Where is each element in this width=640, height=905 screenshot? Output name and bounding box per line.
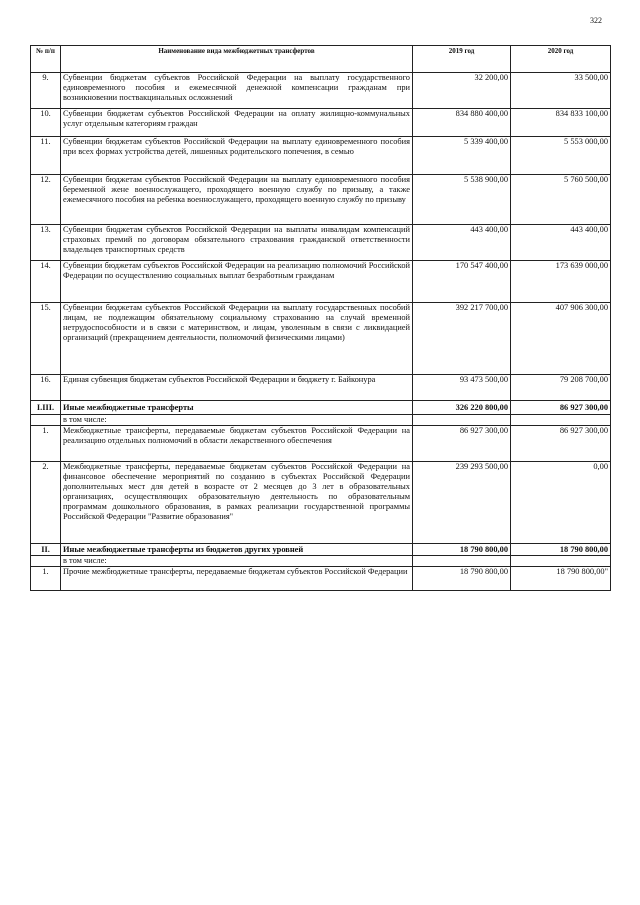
row-name: Субвенции бюджетам субъектов Российской Федерации на выплату единовременного пособия при всех формах устройства детей, лишенных родительского попечения, в семью (61, 137, 413, 175)
table-row (31, 375, 611, 401)
row-number: 9. (31, 73, 61, 109)
row-amount-2020: 18 790 800,00" (511, 567, 611, 591)
header-2020: 2020 год (511, 46, 611, 73)
row-amount-2019: 86 927 300,00 (413, 426, 511, 462)
row-name: Прочие межбюджетные трансферты, передаваемые бюджетам субъектов Российской Федерации (61, 567, 413, 591)
row-number (31, 556, 61, 567)
page-number: 322 (590, 16, 602, 25)
row-amount-2020: 18 790 800,00 (511, 544, 611, 556)
header-2019: 2019 год (413, 46, 511, 73)
row-number: II. (31, 544, 61, 556)
row-name: Иные межбюджетные трансферты из бюджетов других уровней (61, 544, 413, 556)
table-header-row (31, 46, 611, 73)
row-amount-2020 (511, 556, 611, 567)
table-row (31, 303, 611, 375)
table-row (31, 137, 611, 175)
row-name: Межбюджетные трансферты, передаваемые бюджетам субъектов Российской Федерации на финансовое обеспечение мероприятий по созданию в субъектах Российской Федерации дополнительных мест для детей в возрасте от 2 месяцев до 3 лет в образовательных организациях, осуществляющих образовательную деятельность по образовательным программам дошкольного образования, в рамках реализации государственной программы Российской Федерации "Развитие образования" (61, 462, 413, 544)
row-amount-2019: 443 400,00 (413, 225, 511, 261)
row-name: Межбюджетные трансферты, передаваемые бюджетам субъектов Российской Федерации на реализацию отдельных полномочий в области лекарственного обеспечения (61, 426, 413, 462)
row-amount-2020: 834 833 100,00 (511, 109, 611, 137)
table-row (31, 426, 611, 462)
row-amount-2019: 326 220 800,00 (413, 401, 511, 415)
row-name: в том числе: (61, 415, 413, 426)
row-amount-2019: 239 293 500,00 (413, 462, 511, 544)
table-row (31, 567, 611, 591)
row-number (31, 415, 61, 426)
row-amount-2019 (413, 556, 511, 567)
row-amount-2019: 392 217 700,00 (413, 303, 511, 375)
transfers-table (30, 45, 611, 591)
row-number: 14. (31, 261, 61, 303)
subheading-row (31, 556, 611, 567)
row-name: Субвенции бюджетам субъектов Российской Федерации на выплату единовременного пособия беременной жене военнослужащего, проходящего военную службу по призыву, а также ежемесячного пособия на ребенка военнослужащего, проходящего военную службу по призыву (61, 175, 413, 225)
row-name: Субвенции бюджетам субъектов Российской Федерации на выплату государственных пособий лицам, не подлежащим обязательному социальному страхованию на случай временной нетрудоспособности и в связи с материнством, и лицам, уволенным в связи с ликвидацией организаций (прекращением деятельности, полномочий физическими лицами) (61, 303, 413, 375)
row-amount-2019: 834 880 400,00 (413, 109, 511, 137)
table-row (31, 261, 611, 303)
row-number: 12. (31, 175, 61, 225)
row-amount-2020: 5 553 000,00 (511, 137, 611, 175)
header-num: № п/п (31, 46, 61, 73)
row-number: 1. (31, 567, 61, 591)
row-name: Единая субвенция бюджетам субъектов Российской Федерации и бюджету г. Байконура (61, 375, 413, 401)
row-amount-2020: 0,00 (511, 462, 611, 544)
row-name: Иные межбюджетные трансферты (61, 401, 413, 415)
table-row (31, 109, 611, 137)
row-amount-2019: 32 200,00 (413, 73, 511, 109)
row-amount-2019: 18 790 800,00 (413, 544, 511, 556)
row-amount-2019: 170 547 400,00 (413, 261, 511, 303)
row-number: 1. (31, 426, 61, 462)
subheading-row (31, 415, 611, 426)
row-number: I.III. (31, 401, 61, 415)
row-amount-2019: 18 790 800,00 (413, 567, 511, 591)
row-amount-2019 (413, 415, 511, 426)
row-name: Субвенции бюджетам субъектов Российской Федерации на выплаты инвалидам компенсаций страховых премий по договорам обязательного страхования гражданской ответственности владельцев транспортных средств (61, 225, 413, 261)
row-name: Субвенции бюджетам субъектов Российской Федерации на реализацию полномочий Российской Федерации по осуществлению социальных выплат безработным гражданам (61, 261, 413, 303)
row-amount-2020: 407 906 300,00 (511, 303, 611, 375)
row-name: в том числе: (61, 556, 413, 567)
row-amount-2020: 86 927 300,00 (511, 426, 611, 462)
table-row (31, 73, 611, 109)
section-row (31, 544, 611, 556)
row-number: 13. (31, 225, 61, 261)
row-number: 11. (31, 137, 61, 175)
row-amount-2020: 79 208 700,00 (511, 375, 611, 401)
row-amount-2020: 33 500,00 (511, 73, 611, 109)
table-row (31, 175, 611, 225)
header-name: Наименование вида межбюджетных трансфертов (61, 46, 413, 73)
row-amount-2020: 443 400,00 (511, 225, 611, 261)
row-amount-2020: 173 639 000,00 (511, 261, 611, 303)
row-amount-2019: 5 339 400,00 (413, 137, 511, 175)
row-name: Субвенции бюджетам субъектов Российской Федерации на выплату государственного единовременного пособия и ежемесячной денежной компенсации гражданам при возникновении поствакцинальных осложнений (61, 73, 413, 109)
table-row (31, 225, 611, 261)
row-number: 15. (31, 303, 61, 375)
table-body (31, 73, 611, 591)
row-amount-2019: 93 473 500,00 (413, 375, 511, 401)
row-amount-2020: 86 927 300,00 (511, 401, 611, 415)
row-amount-2019: 5 538 900,00 (413, 175, 511, 225)
table-row (31, 462, 611, 544)
row-number: 2. (31, 462, 61, 544)
row-amount-2020 (511, 415, 611, 426)
row-amount-2020: 5 760 500,00 (511, 175, 611, 225)
row-name: Субвенции бюджетам субъектов Российской Федерации на оплату жилищно-коммунальных услуг отдельным категориям граждан (61, 109, 413, 137)
section-row (31, 401, 611, 415)
row-number: 16. (31, 375, 61, 401)
row-number: 10. (31, 109, 61, 137)
